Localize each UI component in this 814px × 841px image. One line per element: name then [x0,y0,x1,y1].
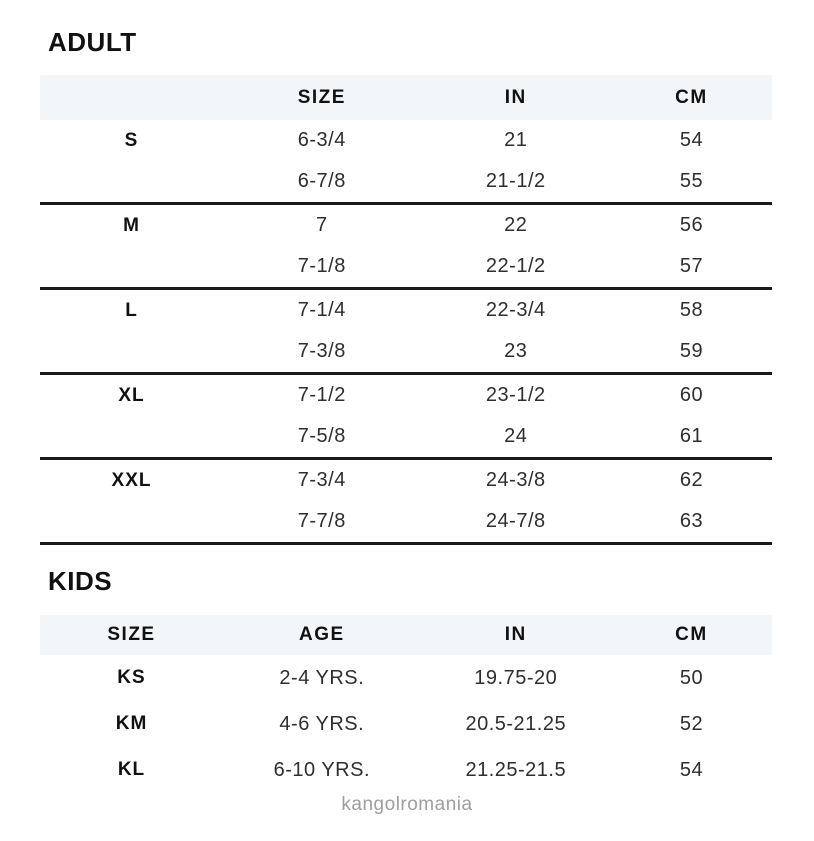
size-value-cell: 7-7/8 [297,510,346,532]
in-value-cell: 21.25-21.5 [465,758,567,781]
adult-table-header-row [40,75,772,120]
cm-value-cell: 54 [679,758,704,781]
kids-section-title: KIDS [48,566,113,596]
cm-value-cell: 63 [679,510,704,532]
size-group-l [40,290,772,375]
age-value-cell: 4-6 YRS. [279,712,365,735]
size-value-cell: 7-1/8 [297,255,346,277]
size-group-m [40,205,772,290]
size-value-cell: 7-5/8 [297,425,346,447]
size-label-cell: KL [117,759,146,780]
table-row [40,460,772,501]
adult-header-cm: CM [675,86,708,108]
table-row [40,747,772,793]
kids-header-size: SIZE [107,624,156,645]
size-value-cell: 7-3/8 [297,340,346,362]
adult-header-size: SIZE [297,86,346,108]
in-value-cell: 24-7/8 [485,510,546,532]
kids-header-age: AGE [298,624,345,645]
size-label-cell: XL [118,384,145,406]
in-value-cell: 23-1/2 [485,384,546,406]
table-row [40,331,772,372]
table-row [40,161,772,202]
table-row [40,205,772,246]
table-row [40,655,772,701]
table-row [40,501,772,542]
size-label-cell: S [124,129,139,151]
size-value-cell: 7-1/4 [297,299,346,321]
in-value-cell: 19.75-20 [474,666,558,689]
in-value-cell: 22-1/2 [485,255,546,277]
size-label-cell: M [123,214,140,236]
adult-section-title: ADULT [48,27,137,57]
table-row [40,416,772,457]
size-label-cell: KM [115,713,148,734]
size-value-cell: 7-1/2 [297,384,346,406]
size-label-cell: XXL [111,469,152,491]
size-value-cell: 7-3/4 [297,469,346,491]
cm-value-cell: 58 [679,299,704,321]
cm-value-cell: 55 [679,170,704,192]
age-value-cell: 6-10 YRS. [273,758,371,781]
kids-size-table [40,615,772,793]
table-row [40,701,772,747]
kids-table-header-row [40,615,772,655]
kids-header-cm: CM [675,624,708,645]
cm-value-cell: 62 [679,469,704,491]
size-label-cell: KS [117,667,146,688]
cm-value-cell: 54 [679,129,704,151]
cm-value-cell: 59 [679,340,704,362]
size-value-cell: 6-7/8 [297,170,346,192]
table-row [40,290,772,331]
cm-value-cell: 52 [679,712,704,735]
watermark: kangolromania [341,794,473,815]
in-value-cell: 22 [504,214,528,236]
table-row [40,120,772,161]
in-value-cell: 24-3/8 [485,469,546,491]
table-row [40,375,772,416]
size-value-cell: 6-3/4 [297,129,346,151]
in-value-cell: 21-1/2 [485,170,546,192]
in-value-cell: 20.5-21.25 [465,712,567,735]
adult-header-in: IN [504,86,527,108]
age-value-cell: 2-4 YRS. [279,666,365,689]
in-value-cell: 24 [504,425,528,447]
cm-value-cell: 56 [679,214,704,236]
cm-value-cell: 61 [679,425,704,447]
cm-value-cell: 60 [679,384,704,406]
table-row [40,246,772,287]
in-value-cell: 22-3/4 [485,299,546,321]
kids-section [0,566,814,793]
in-value-cell: 23 [504,340,528,362]
cm-value-cell: 50 [679,666,704,689]
adult-section [0,27,814,545]
size-label-cell: L [125,299,138,321]
size-group-s [40,120,772,205]
size-group-xxl [40,460,772,545]
size-group-xl [40,375,772,460]
kids-header-in: IN [504,624,527,645]
size-value-cell: 7 [316,214,328,236]
in-value-cell: 21 [504,129,528,151]
cm-value-cell: 57 [679,255,704,277]
adult-size-table [40,75,772,545]
